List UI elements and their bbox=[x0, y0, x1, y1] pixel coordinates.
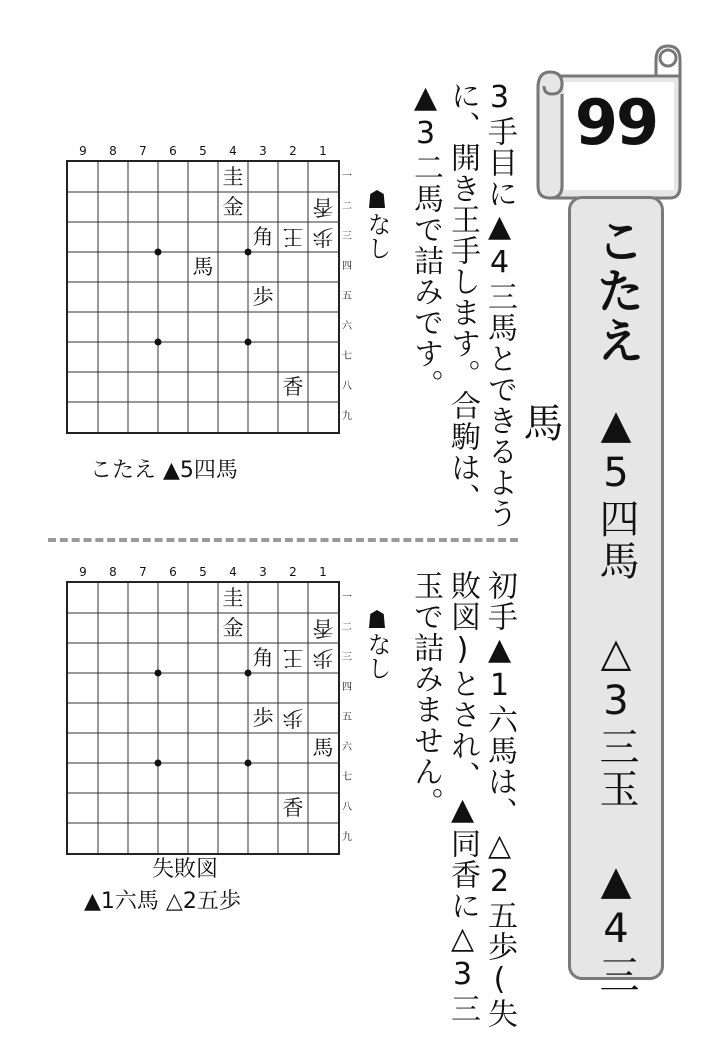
sente-piece: 圭 bbox=[222, 165, 244, 189]
rank-label: 八 bbox=[342, 381, 352, 392]
answer-hand-text: なし bbox=[363, 212, 391, 260]
star-point bbox=[155, 760, 162, 767]
sente-hand-icon bbox=[369, 190, 385, 208]
sente-piece: 馬 bbox=[192, 255, 214, 279]
file-label: 7 bbox=[139, 565, 147, 579]
file-labels bbox=[66, 565, 346, 579]
rank-label: 五 bbox=[342, 712, 352, 723]
star-point bbox=[245, 339, 252, 346]
rank-label: 六 bbox=[342, 321, 352, 332]
rank-label: 一 bbox=[342, 171, 352, 182]
file-label: 2 bbox=[289, 144, 297, 158]
file-label: 8 bbox=[109, 565, 117, 579]
sente-piece: 金 bbox=[222, 195, 244, 219]
rank-label: 六 bbox=[342, 742, 352, 753]
answer-title: こたえ bbox=[588, 216, 644, 366]
rank-label: 八 bbox=[342, 802, 352, 813]
file-label: 3 bbox=[259, 144, 267, 158]
file-label: 5 bbox=[199, 565, 207, 579]
answer-explanation: 3手目に▲4三馬とできるように、開き王手します。合駒は、▲3二馬で詰みです。 bbox=[408, 80, 517, 529]
star-point bbox=[155, 670, 162, 677]
rank-label: 一 bbox=[342, 592, 352, 603]
file-label: 5 bbox=[199, 144, 207, 158]
rank-label: 四 bbox=[342, 682, 352, 693]
sente-hand-icon bbox=[369, 610, 385, 628]
gote-piece: 歩 bbox=[312, 225, 334, 249]
failure-explanation: 初手▲1六馬は、△2五歩(失敗図)とされ、▲同香に△3三玉で詰みません。 bbox=[408, 570, 517, 1029]
gote-piece: 王 bbox=[282, 225, 304, 249]
sente-piece: 馬 bbox=[312, 736, 334, 760]
rank-label: 九 bbox=[342, 411, 352, 422]
file-label: 7 bbox=[139, 144, 147, 158]
gote-piece: 王 bbox=[282, 646, 304, 670]
file-label: 6 bbox=[169, 144, 177, 158]
section-divider bbox=[48, 538, 518, 542]
file-label: 1 bbox=[319, 565, 327, 579]
sente-piece: 香 bbox=[282, 375, 304, 399]
rank-label: 七 bbox=[342, 351, 352, 362]
rank-label: 三 bbox=[342, 231, 352, 242]
rank-label: 九 bbox=[342, 832, 352, 843]
sente-piece: 香 bbox=[282, 796, 304, 820]
problem-number: 99 bbox=[574, 86, 658, 159]
failure-hand bbox=[362, 610, 392, 687]
failure-hand-text: なし bbox=[363, 632, 391, 680]
rank-label: 三 bbox=[342, 652, 352, 663]
file-label: 2 bbox=[289, 565, 297, 579]
sente-piece: 角 bbox=[252, 646, 274, 670]
file-label: 9 bbox=[79, 565, 87, 579]
file-label: 4 bbox=[229, 565, 237, 579]
rank-label: 四 bbox=[342, 261, 352, 272]
file-label: 8 bbox=[109, 144, 117, 158]
file-label: 9 bbox=[79, 144, 87, 158]
answer-hand bbox=[362, 190, 392, 267]
file-label: 3 bbox=[259, 565, 267, 579]
answer-moves: ▲5四馬 △3三玉 ▲4三馬 bbox=[517, 402, 639, 996]
rank-label: 二 bbox=[342, 201, 352, 212]
gote-piece: 歩 bbox=[312, 646, 334, 670]
star-point bbox=[245, 760, 252, 767]
answer-board bbox=[66, 144, 376, 444]
file-label: 1 bbox=[319, 144, 327, 158]
failure-caption-title: 失敗図 bbox=[152, 857, 219, 882]
failure-caption-moves: ▲1六馬 △2五歩 bbox=[84, 889, 241, 914]
failure-board bbox=[66, 565, 376, 865]
sente-piece: 圭 bbox=[222, 586, 244, 610]
rank-label: 七 bbox=[342, 772, 352, 783]
sente-piece: 歩 bbox=[252, 706, 274, 730]
file-label: 6 bbox=[169, 565, 177, 579]
gote-piece: 歩 bbox=[282, 706, 304, 730]
file-labels bbox=[66, 144, 346, 158]
star-point bbox=[155, 249, 162, 256]
gote-piece: 香 bbox=[312, 195, 334, 219]
sente-piece: 金 bbox=[222, 616, 244, 640]
sente-piece: 角 bbox=[252, 225, 274, 249]
board-grid bbox=[66, 581, 340, 855]
gote-piece: 香 bbox=[312, 616, 334, 640]
rank-label: 五 bbox=[342, 291, 352, 302]
answer-caption: こたえ ▲5四馬 bbox=[90, 458, 238, 483]
board-grid bbox=[66, 160, 340, 434]
file-label: 4 bbox=[229, 144, 237, 158]
rank-label: 二 bbox=[342, 622, 352, 633]
sente-piece: 歩 bbox=[252, 285, 274, 309]
star-point bbox=[155, 339, 162, 346]
